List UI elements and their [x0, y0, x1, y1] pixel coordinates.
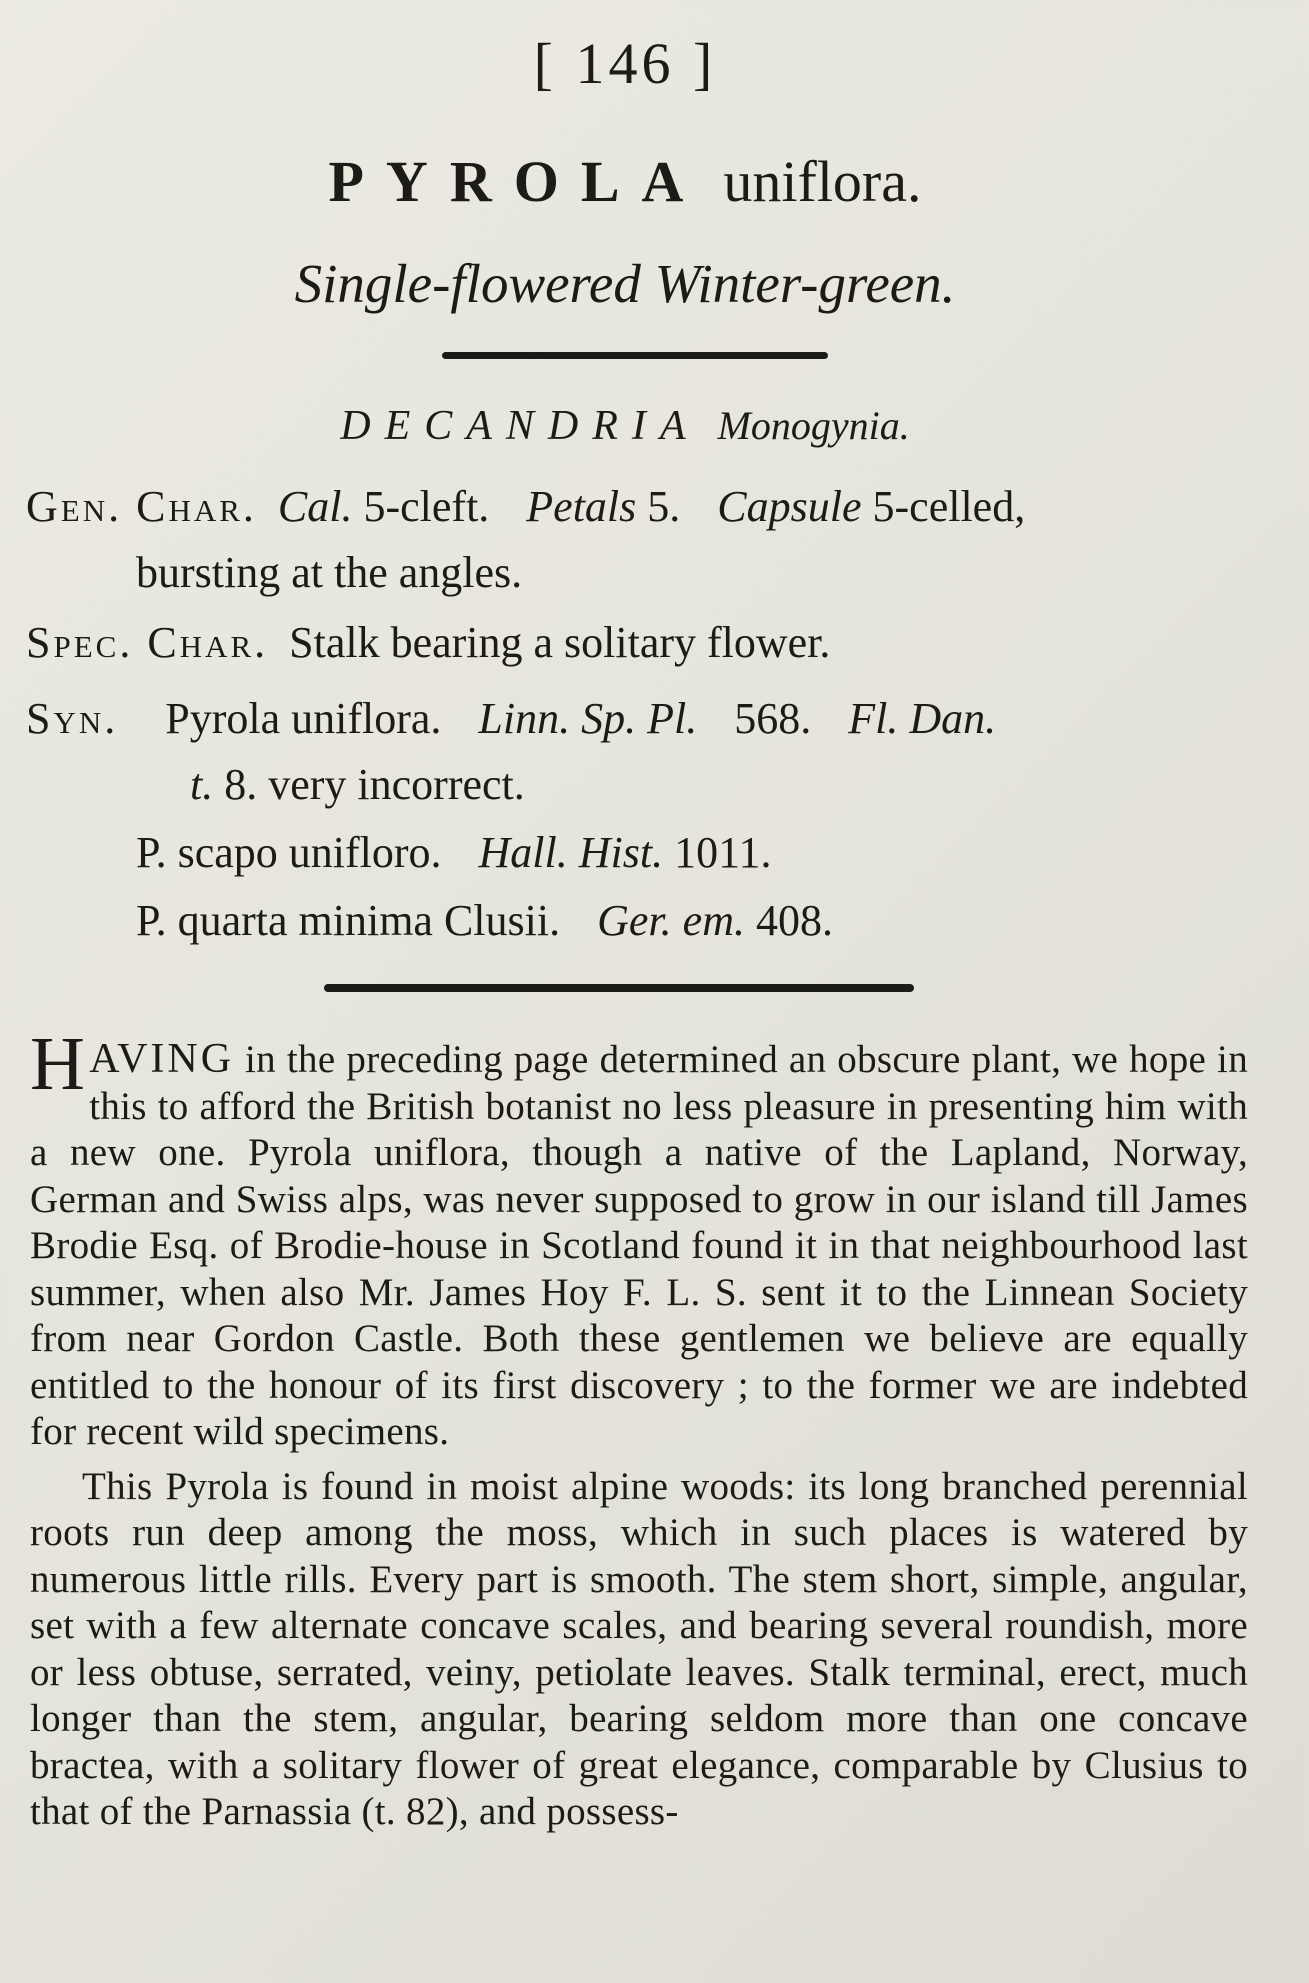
syn-label: Syn. — [26, 694, 119, 743]
cal-term: Cal. — [277, 482, 353, 531]
synonym-name: Pyrola uniflora. — [165, 694, 442, 743]
paragraph-1 — [30, 1036, 1248, 1456]
synonym-line — [136, 888, 1309, 954]
divider-rule-top — [442, 352, 828, 359]
generic-character-cont: bursting at the angles. — [136, 548, 523, 597]
page-number: [ 146 ] — [533, 31, 717, 96]
spec-char-label: Spec. Char. — [26, 618, 269, 667]
synonym-reference: Hall. Hist. — [478, 828, 664, 877]
specific-character — [26, 610, 1246, 676]
spec-char-text: Stalk bearing a solitary flower. — [289, 618, 831, 667]
species-epithet: uniflora. — [723, 149, 922, 214]
synonym-page: 408. — [755, 896, 833, 945]
lead-word: AVING — [89, 1036, 235, 1082]
capsule-term: Capsule — [717, 482, 862, 531]
petals-text: 5. — [647, 482, 681, 531]
species-title — [0, 148, 1250, 215]
gen-char-label: Gen. Char. — [26, 482, 257, 531]
synonym-page: 1011. — [674, 828, 772, 877]
synonym-note: 8. very incorrect. — [224, 760, 525, 809]
synonym-reference: Fl. Dan. — [848, 694, 997, 743]
linnaean-classification — [0, 402, 1250, 450]
cal-text: 5-cleft. — [363, 482, 490, 531]
description-text — [30, 1036, 1248, 1983]
petals-term: Petals — [526, 482, 637, 531]
synonym-line — [26, 686, 1246, 752]
divider-rule-bottom — [324, 984, 914, 992]
drop-cap: H — [30, 1036, 86, 1106]
generic-character — [26, 474, 1246, 540]
synonym-name: P. scapo unifloro. — [136, 828, 442, 877]
synonym-page: 568. — [734, 694, 812, 743]
synonym-reference: t. — [190, 760, 214, 809]
synonym-reference: Ger. em. — [597, 896, 745, 945]
genus-name: PYROLA — [328, 149, 706, 214]
synonym-name: P. quarta minima Clusii. — [136, 896, 561, 945]
synonym-reference: Linn. Sp. Pl. — [478, 694, 698, 743]
paragraph-2: This Pyrola is found in moist alpine woods: its long branched perennial roots run deep among the moss, which in such places is watered by numerous little rills. Every part is smooth. The stem short, simple, angular, set with a few alternate concave scales, and bearing several roundish, more or less obtuse, serrated, veiny, petiolate leaves. Stalk terminal, erect, much longer than the stem, angular, bearing seldom more than one concave bractea, with a solitary flower of great elegance, comparable by Clusius to that of the Parnassia (t. 82), and possess- — [30, 1464, 1248, 1833]
order-name: Monogynia. — [717, 403, 910, 448]
class-name: DECANDRIA — [340, 403, 700, 449]
synonym-line — [190, 752, 1309, 818]
synonym-line — [136, 820, 1309, 886]
paragraph-1-text: in the preceding page determined an obscure plant, we hope in this to afford the British botanist no less pleasure in presenting him with a new one. Pyrola uniflora, though a native of the Lapland, Norway, German and Swiss alps, was never supposed to grow in our island till James Brodie Esq. of Brodie-house in Scotland found it in that neighbourhood last summer, when also Mr. James Hoy F. L. S. sent it to the Linnean Society from near Gordon Castle. Both these gentlemen we believe are equally entitled to the honour of its first discovery ; to the former we are indebted for recent wild specimens. — [30, 1038, 1248, 1453]
capsule-text: 5-celled, — [872, 482, 1026, 531]
common-name: Single-flowered Winter-green. — [294, 253, 956, 314]
